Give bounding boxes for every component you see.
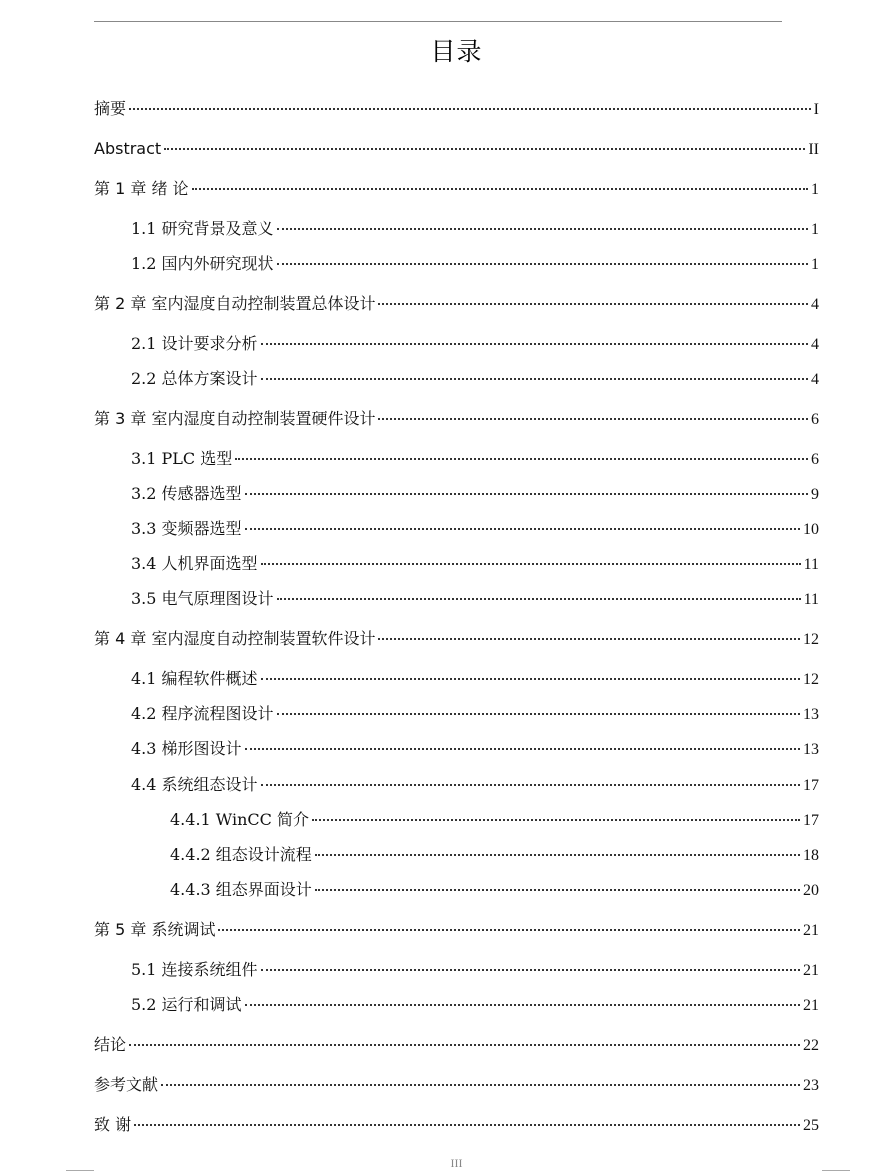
toc-page-number: 23 bbox=[803, 1077, 819, 1094]
toc-page-number: 4 bbox=[811, 371, 819, 388]
toc-page-number: 11 bbox=[803, 556, 819, 573]
toc-page-number: 13 bbox=[803, 706, 819, 723]
toc-entry-section-2-1[interactable] bbox=[131, 332, 819, 356]
toc-leader bbox=[164, 148, 805, 150]
toc-entry-label: 3.4 人机界面选型 bbox=[131, 554, 258, 573]
toc-entry-label: 4.2 程序流程图设计 bbox=[131, 704, 274, 723]
header-rule bbox=[94, 21, 782, 22]
toc-leader bbox=[245, 748, 800, 750]
toc-entry-section-4-3[interactable] bbox=[131, 737, 819, 761]
toc-leader bbox=[261, 343, 808, 345]
toc-leader bbox=[315, 889, 800, 891]
toc-leader bbox=[378, 638, 800, 640]
toc-leader bbox=[235, 458, 808, 460]
corner-mark-left bbox=[66, 1170, 94, 1171]
toc-entry-label: 第 1 章 绪 论 bbox=[94, 179, 189, 198]
toc-entry-section-1-1[interactable] bbox=[131, 217, 819, 241]
corner-mark-right bbox=[822, 1170, 850, 1171]
toc-entry-label: 第 5 章 系统调试 bbox=[94, 920, 216, 939]
toc-page-number: 13 bbox=[803, 741, 819, 758]
toc-entry-label: 3.3 变频器选型 bbox=[131, 519, 242, 538]
toc-entry-chapter-5[interactable] bbox=[94, 918, 819, 942]
toc-page-number: 6 bbox=[811, 451, 819, 468]
toc-page-number: 21 bbox=[803, 962, 819, 979]
toc-page-number: 6 bbox=[811, 411, 819, 428]
toc-page-number: 12 bbox=[803, 631, 819, 648]
toc-leader bbox=[378, 303, 808, 305]
toc-entry-label: 3.5 电气原理图设计 bbox=[131, 589, 274, 608]
toc-page-number: 9 bbox=[811, 486, 819, 503]
toc-entry-label: 3.1 PLC 选型 bbox=[131, 449, 233, 468]
toc-entry-label: 1.2 国内外研究现状 bbox=[131, 254, 274, 273]
toc-leader bbox=[192, 188, 808, 190]
toc-page-number: II bbox=[808, 141, 819, 158]
toc-entry-label: 3.2 传感器选型 bbox=[131, 484, 242, 503]
toc-entry-chapter-3[interactable] bbox=[94, 407, 819, 431]
toc-leader bbox=[261, 969, 800, 971]
toc-entry-section-3-1[interactable] bbox=[131, 447, 819, 471]
toc-leader bbox=[134, 1124, 800, 1126]
toc-page-number: 4 bbox=[811, 296, 819, 313]
toc-leader bbox=[129, 108, 811, 110]
toc-entry-label: 第 4 章 室内湿度自动控制装置软件设计 bbox=[94, 629, 376, 648]
toc-leader bbox=[261, 784, 800, 786]
toc-leader bbox=[277, 713, 800, 715]
toc-leader bbox=[277, 263, 808, 265]
toc-entry-label: 4.4.3 组态界面设计 bbox=[170, 880, 312, 899]
toc-page-number: 21 bbox=[803, 997, 819, 1014]
toc-page-number: 20 bbox=[803, 882, 819, 899]
toc-leader bbox=[277, 598, 801, 600]
toc-leader bbox=[218, 929, 800, 931]
toc-entry-references[interactable] bbox=[94, 1073, 819, 1097]
toc-page-number: 17 bbox=[803, 777, 819, 794]
toc-entry-chapter-2[interactable] bbox=[94, 292, 819, 316]
toc-entry-section-1-2[interactable] bbox=[131, 252, 819, 276]
toc-entry-section-3-3[interactable] bbox=[131, 517, 819, 541]
toc-entry-section-5-2[interactable] bbox=[131, 993, 819, 1017]
toc-leader bbox=[161, 1084, 800, 1086]
toc-entry-label: 参考文献 bbox=[94, 1075, 159, 1094]
toc-leader bbox=[261, 678, 800, 680]
toc-entry-section-4-4[interactable] bbox=[131, 773, 819, 797]
toc-page-number: 22 bbox=[803, 1037, 819, 1054]
toc-entry-conclusion[interactable] bbox=[94, 1033, 819, 1057]
toc-entry-label: 2.1 设计要求分析 bbox=[131, 334, 258, 353]
toc-leader bbox=[312, 819, 800, 821]
toc-page-number: 10 bbox=[803, 521, 819, 538]
toc-leader bbox=[129, 1044, 800, 1046]
toc-entry-label: 致 谢 bbox=[94, 1115, 132, 1134]
toc-leader bbox=[378, 418, 808, 420]
toc-page-number: 1 bbox=[811, 181, 819, 198]
toc-entry-label: 1.1 研究背景及意义 bbox=[131, 219, 274, 238]
toc-entry-label: 4.4.1 WinCC 简介 bbox=[170, 810, 309, 829]
toc-entry-section-3-4[interactable] bbox=[131, 552, 819, 576]
toc-leader bbox=[315, 854, 800, 856]
toc-entry-section-3-2[interactable] bbox=[131, 482, 819, 506]
toc-entry-section-4-4-1[interactable] bbox=[170, 808, 819, 832]
toc-entry-label: 5.1 连接系统组件 bbox=[131, 960, 258, 979]
toc-page-number: 21 bbox=[803, 922, 819, 939]
toc-entry-abstract-cn[interactable] bbox=[94, 97, 819, 121]
toc-page-number: 25 bbox=[803, 1117, 819, 1134]
toc-entry-abstract-en[interactable] bbox=[94, 137, 819, 161]
toc-entry-label: Abstract bbox=[94, 139, 162, 158]
toc-page-number: 11 bbox=[803, 591, 819, 608]
toc-page-number: 1 bbox=[811, 221, 819, 238]
toc-entry-label: 第 3 章 室内湿度自动控制装置硬件设计 bbox=[94, 409, 376, 428]
toc-leader bbox=[245, 528, 800, 530]
toc-page-number: I bbox=[813, 101, 819, 118]
page-title: 目录 bbox=[430, 37, 483, 66]
footer-page-number: III bbox=[450, 1156, 463, 1170]
toc-leader bbox=[277, 228, 808, 230]
toc-entry-label: 第 2 章 室内湿度自动控制装置总体设计 bbox=[94, 294, 376, 313]
toc-page-number: 18 bbox=[803, 847, 819, 864]
toc-entry-label: 4.4 系统组态设计 bbox=[131, 775, 258, 794]
toc-entry-chapter-4[interactable] bbox=[94, 627, 819, 651]
toc-entry-label: 4.3 梯形图设计 bbox=[131, 739, 242, 758]
toc-entry-label: 结论 bbox=[94, 1035, 127, 1054]
toc-entry-label: 2.2 总体方案设计 bbox=[131, 369, 258, 388]
toc-entry-section-3-5[interactable] bbox=[131, 587, 819, 611]
toc-entry-section-5-1[interactable] bbox=[131, 958, 819, 982]
toc-leader bbox=[245, 1004, 800, 1006]
toc-entry-section-4-1[interactable] bbox=[131, 667, 819, 691]
toc-leader bbox=[245, 493, 808, 495]
toc-entry-acknowledgements[interactable] bbox=[94, 1113, 819, 1137]
toc-page-number: 12 bbox=[803, 671, 819, 688]
toc-entry-section-2-2[interactable] bbox=[131, 367, 819, 391]
toc-entry-label: 4.1 编程软件概述 bbox=[131, 669, 258, 688]
toc-entry-chapter-1[interactable] bbox=[94, 177, 819, 201]
toc-entry-section-4-4-2[interactable] bbox=[170, 843, 819, 867]
toc-page-number: 1 bbox=[811, 256, 819, 273]
toc-page-number: 17 bbox=[803, 812, 819, 829]
toc-leader bbox=[261, 563, 801, 565]
toc-entry-label: 4.4.2 组态设计流程 bbox=[170, 845, 312, 864]
toc-entry-section-4-2[interactable] bbox=[131, 702, 819, 726]
toc-entry-label: 5.2 运行和调试 bbox=[131, 995, 242, 1014]
toc-entry-label: 摘要 bbox=[94, 99, 127, 118]
toc-page-number: 4 bbox=[811, 336, 819, 353]
toc-leader bbox=[261, 378, 808, 380]
toc-entry-section-4-4-3[interactable] bbox=[170, 878, 819, 902]
